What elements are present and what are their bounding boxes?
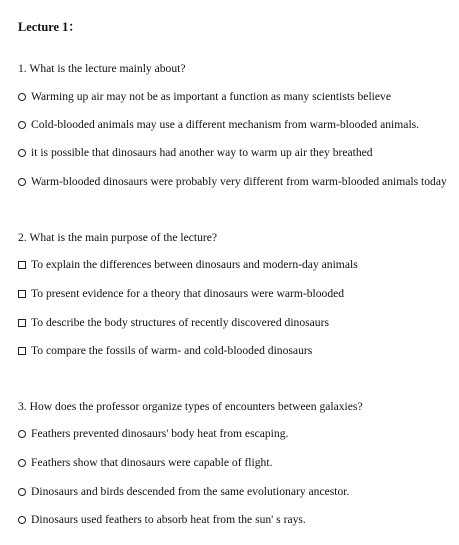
question-1-option-1[interactable] — [18, 90, 391, 103]
question-2-option-4[interactable] — [18, 344, 312, 357]
option-label: Dinosaurs and birds descended from the same evolutionary ancestor. — [31, 485, 350, 498]
option-label: Dinosaurs used feathers to absorb heat from the sun' s rays. — [31, 513, 306, 526]
question-2-option-1[interactable] — [18, 258, 358, 271]
option-label: Feathers show that dinosaurs were capable of flight. — [31, 456, 273, 469]
option-label: To compare the fossils of warm- and cold-blooded dinosaurs — [31, 344, 313, 357]
option-label: To describe the body structures of recently discovered dinosaurs — [31, 316, 329, 329]
question-3-option-3[interactable] — [18, 485, 349, 498]
option-label: To explain the differences between dinosaurs and modern-day animals — [31, 258, 358, 271]
radio-button-icon[interactable] — [18, 178, 26, 186]
question-2-option-2[interactable] — [18, 287, 344, 300]
radio-button-icon[interactable] — [18, 121, 26, 129]
checkbox-icon[interactable] — [18, 290, 26, 298]
question-1-option-2[interactable] — [18, 118, 419, 131]
option-label: Feathers prevented dinosaurs' body heat from escaping. — [31, 427, 289, 440]
question-3-option-2[interactable] — [18, 456, 272, 469]
radio-button-icon[interactable] — [18, 516, 26, 524]
question-2-option-3[interactable] — [18, 316, 329, 329]
page-title: Lecture 1： — [18, 20, 81, 34]
radio-button-icon[interactable] — [18, 149, 26, 157]
radio-button-icon[interactable] — [18, 459, 26, 467]
checkbox-icon[interactable] — [18, 347, 26, 355]
question-2-text: 2. What is the main purpose of the lecture? — [18, 231, 218, 244]
checkbox-icon[interactable] — [18, 319, 26, 327]
question-1-option-4[interactable] — [18, 175, 447, 188]
option-label: Warm-blooded dinosaurs were probably very different from warm-blooded animals today — [31, 175, 447, 188]
option-label: Cold-blooded animals may use a different mechanism from warm-blooded animals. — [31, 118, 420, 131]
question-3-option-1[interactable] — [18, 427, 288, 440]
radio-button-icon[interactable] — [18, 430, 26, 438]
question-3-option-4[interactable] — [18, 513, 306, 526]
radio-button-icon[interactable] — [18, 488, 26, 496]
option-label: Warming up air may not be as important a function as many scientists believe — [31, 90, 391, 103]
option-label: To present evidence for a theory that dinosaurs were warm-blooded — [31, 287, 345, 300]
radio-button-icon[interactable] — [18, 93, 26, 101]
option-label: it is possible that dinosaurs had another way to warm up air they breathed — [31, 146, 373, 159]
question-3-text: 3. How does the professor organize types of encounters between galaxies? — [18, 400, 363, 413]
checkbox-icon[interactable] — [18, 261, 26, 269]
question-1-option-3[interactable] — [18, 146, 373, 159]
question-1-text: 1. What is the lecture mainly about? — [18, 62, 186, 75]
